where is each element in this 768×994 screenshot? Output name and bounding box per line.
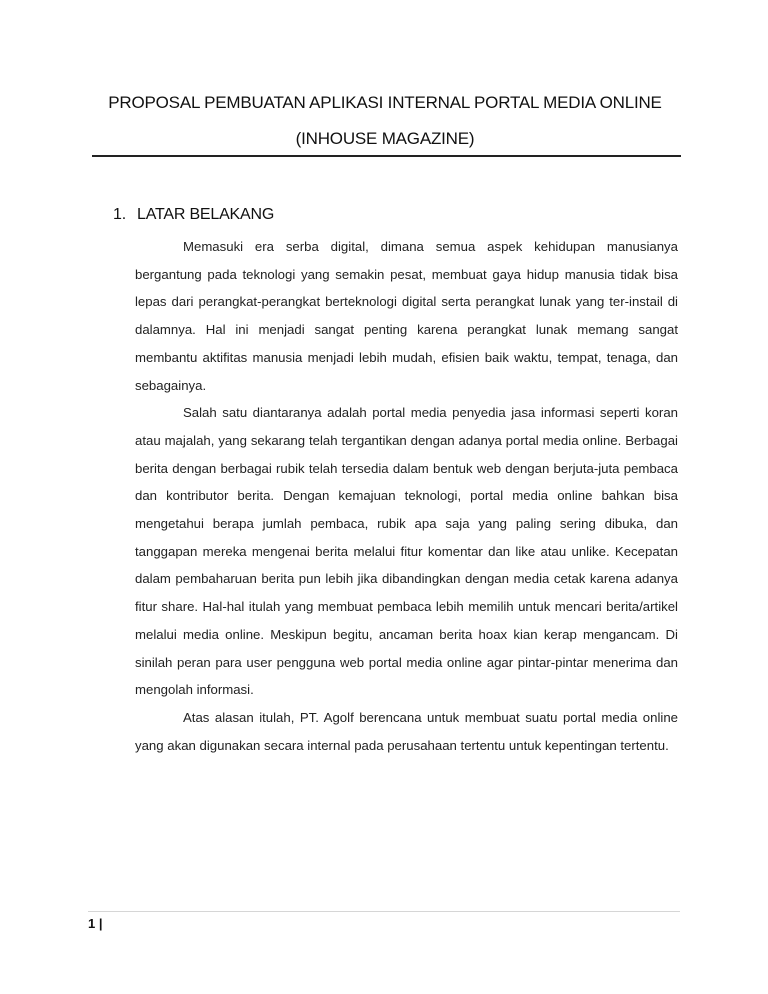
paragraph: Atas alasan itulah, PT. Agolf berencana untuk membuat suatu portal media online yang akan digunakan secara internal pada perusahaan tertentu untuk kepentingan tertentu.	[135, 709, 678, 753]
title-divider	[92, 155, 681, 157]
section-number: 1.	[113, 206, 126, 223]
document-title-line-1: PROPOSAL PEMBUATAN APLIKASI INTERNAL PORTAL MEDIA ONLINE	[108, 93, 662, 112]
section-body	[135, 233, 678, 759]
paragraph: Salah satu diantaranya adalah portal media penyedia jasa informasi seperti koran atau majalah, yang sekarang telah tergantikan dengan adanya portal media online. Berbagai berita dengan berbagai rubik telah tersedia dalam bentuk web dengan berjuta-juta pembaca dan kontributor berita. Dengan kemajuan teknologi, portal media online bahkan bisa mengetahui berapa jumlah pembaca, rubik apa saja yang paling sering dibuka, dan tanggapan mereka mengenai berita melalui fitur komentar dan like atau unlike. Kecepatan dalam pembaharuan berita pun lebih jika dibandingkan dengan media cetak karena adanya fitur share. Hal-hal itulah yang membuat pembaca lebih memilih untuk mencari berita/artikel melalui media online. Meskipun begitu, ancaman berita hoax kian kerap mengancam. Di sinilah peran para user pengguna web portal media online agar pintar-pintar menerima dan mengolah informasi.	[135, 405, 678, 698]
section-heading	[113, 206, 274, 224]
footer-divider	[88, 911, 680, 912]
section-heading-text: LATAR BELAKANG	[137, 206, 275, 223]
document-title-line-2: (INHOUSE MAGAZINE)	[295, 129, 475, 148]
paragraph: Memasuki era serba digital, dimana semua aspek kehidupan manusianya bergantung pada teknologi yang semakin pesat, membuat gaya hidup manusia tidak bisa lepas dari perangkat-perangkat berteknologi digital serta perangkat lunak yang ter-instail di dalamnya. Hal ini menjadi sangat penting karena perangkat lunak memang sangat membantu aktifitas manusia menjadi lebih mudah, efisien baik waktu, tempat, tenaga, dan sebagainya.	[135, 239, 678, 393]
page-number: 1 |	[88, 916, 103, 931]
